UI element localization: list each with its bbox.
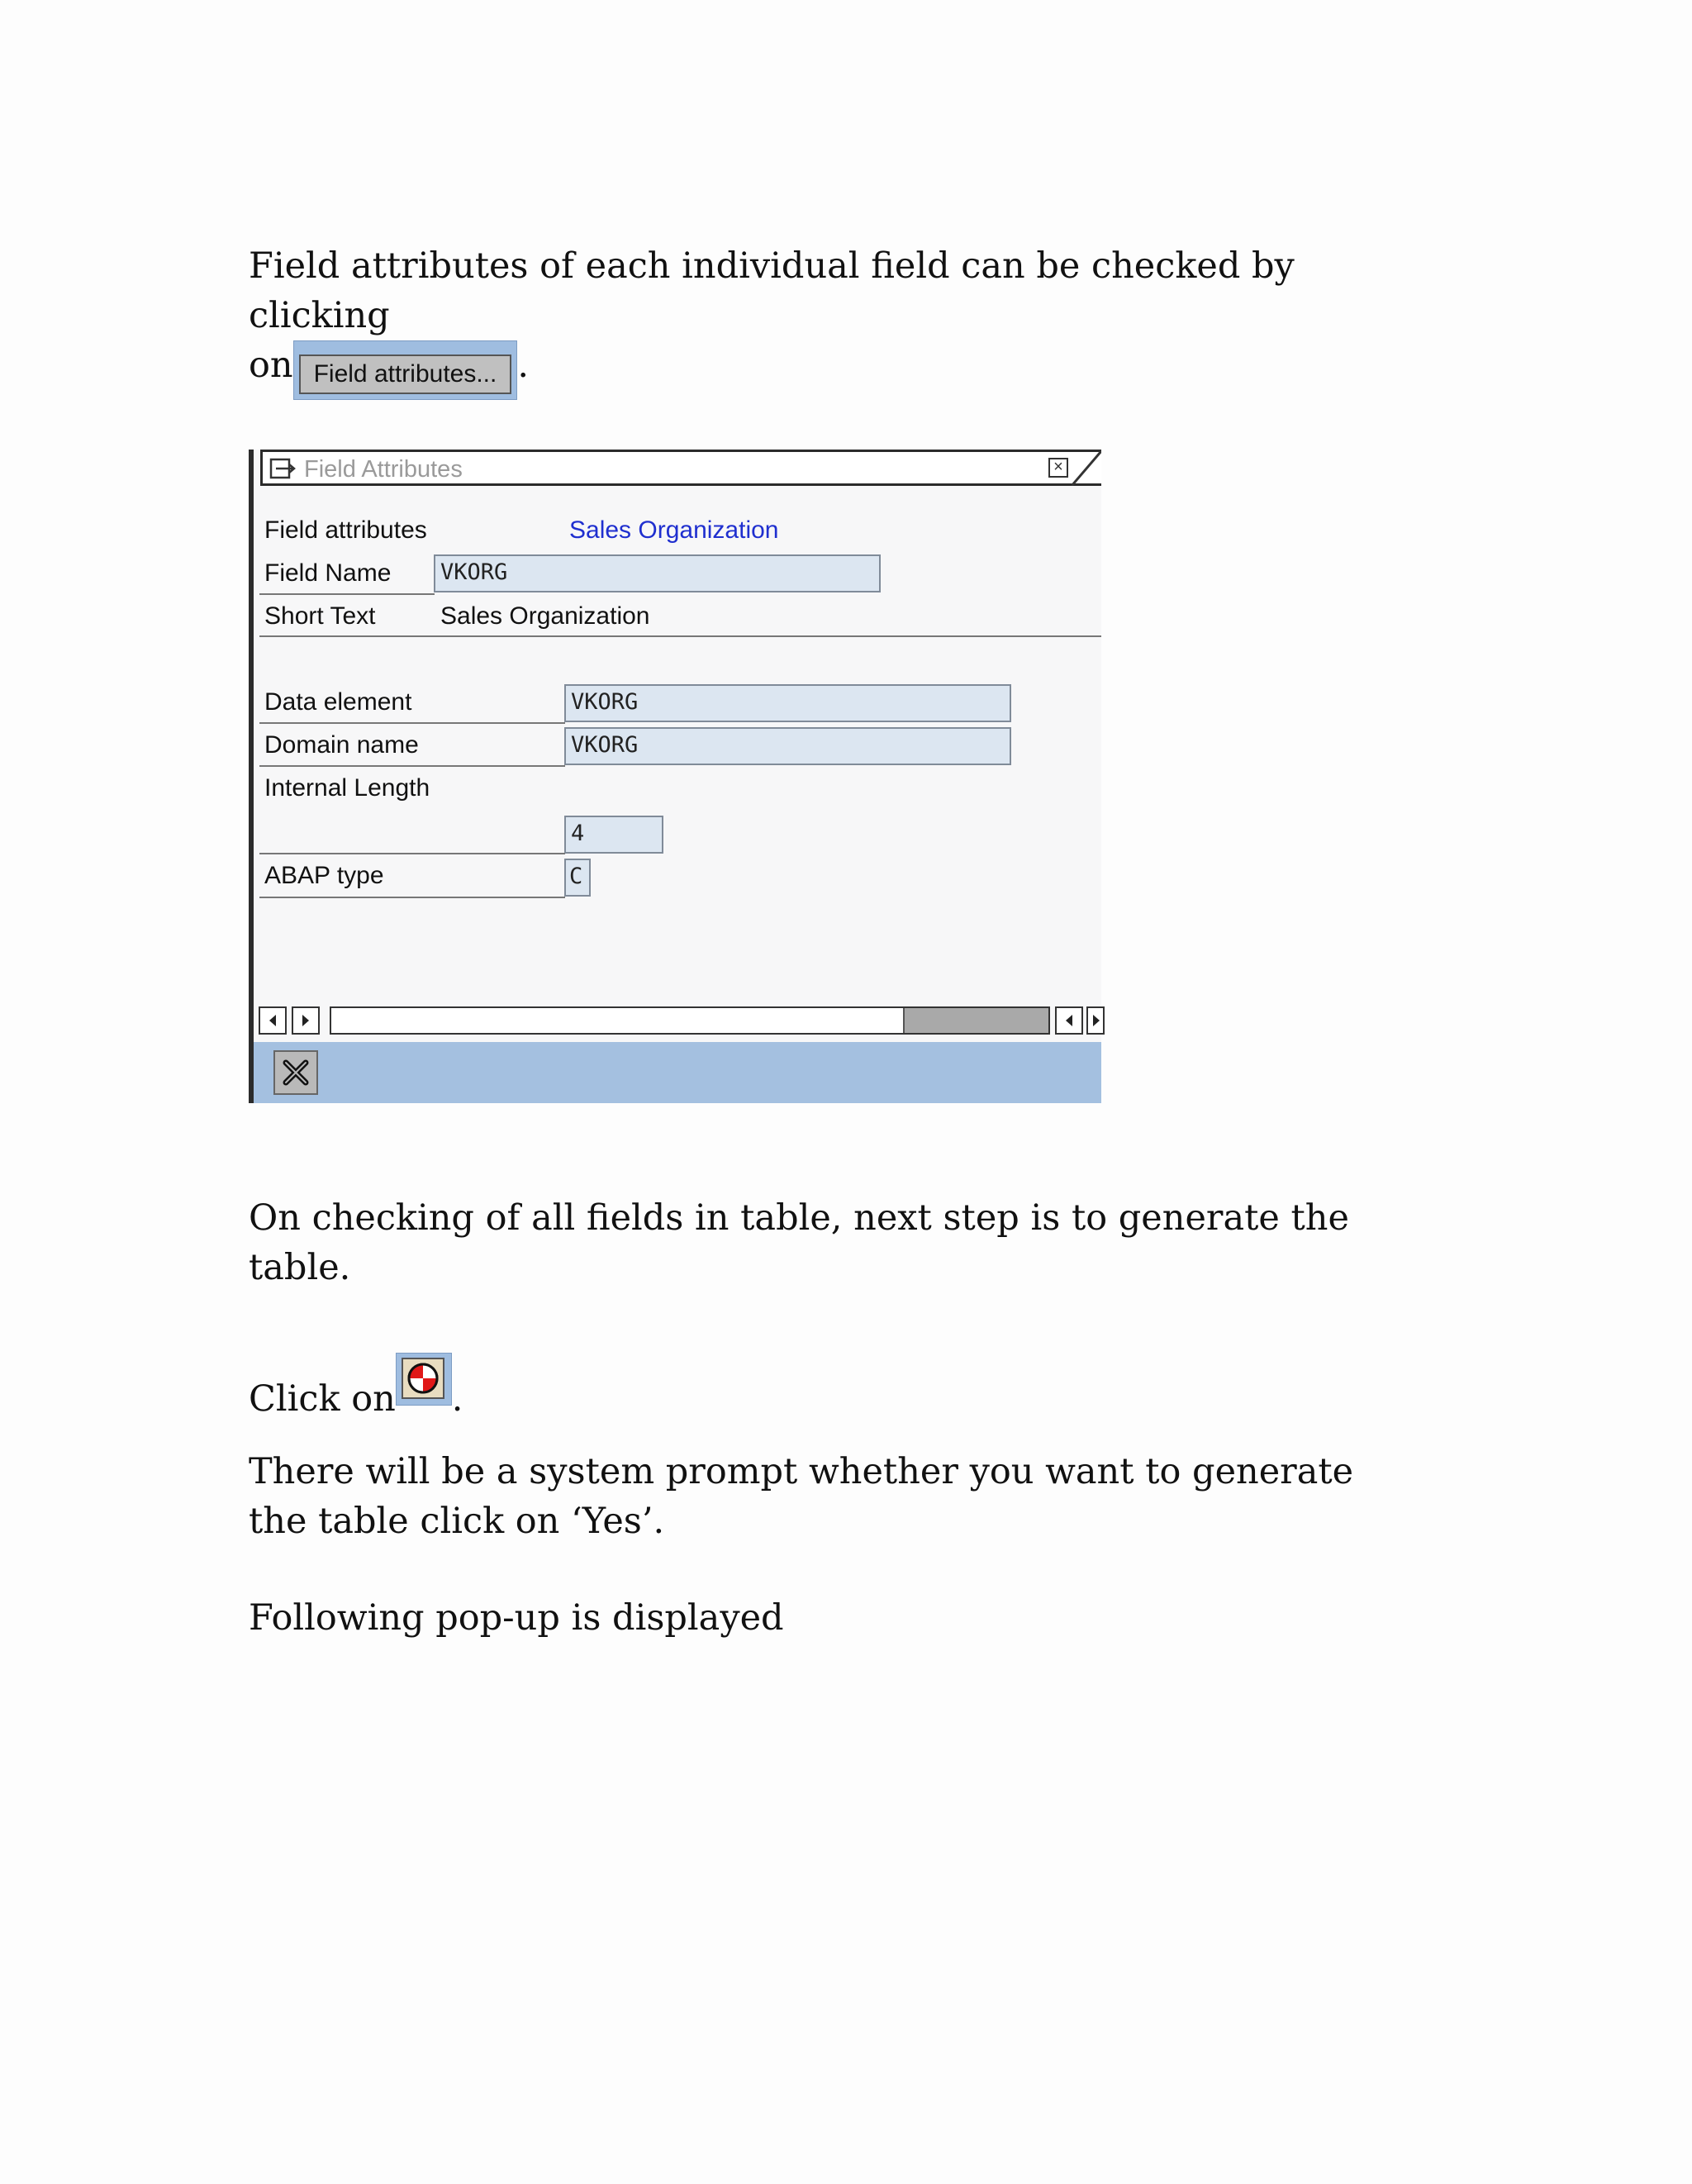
abap-type-underline (259, 897, 565, 898)
prompt-paragraph (249, 1447, 1438, 1546)
internal-length-underline (259, 853, 565, 854)
data-element-underline (259, 722, 565, 724)
field-attributes-button-image (293, 340, 518, 400)
field-attributes-value: Sales Organization (569, 516, 779, 544)
header-divider (259, 635, 1101, 637)
popup-text: Following pop-up is displayed (249, 1597, 784, 1639)
short-text-label: Short Text (264, 602, 376, 630)
short-text-value: Sales Organization (440, 602, 650, 630)
click-suffix: . (451, 1378, 463, 1420)
window-menu-icon[interactable] (269, 457, 297, 480)
dialog-title: Field Attributes (304, 456, 463, 483)
click-paragraph (249, 1353, 1438, 1424)
field-name-label: Field Name (264, 559, 392, 587)
activate-button[interactable] (402, 1358, 444, 1399)
activate-button-image (396, 1353, 452, 1406)
abap-type-input[interactable]: C (564, 859, 591, 897)
data-element-input[interactable]: VKORG (564, 684, 1011, 722)
domain-name-input[interactable]: VKORG (564, 727, 1011, 765)
scroll-left-icon[interactable] (259, 1006, 287, 1035)
titlebar-corner-decoration (1072, 450, 1101, 486)
dialog-titlebar (260, 450, 1101, 486)
intro-suffix: . (517, 345, 530, 386)
intro-line-2: clicking (249, 295, 390, 336)
intro-paragraph (249, 241, 1438, 400)
prompt-line-1: There will be a system prompt whether you want to generate (249, 1451, 1354, 1492)
field-attributes-dialog (249, 450, 1101, 1103)
scroll-right-icon[interactable] (292, 1006, 320, 1035)
cancel-x-icon (275, 1052, 316, 1093)
prompt-line-2: the table click on ‘Yes’. (249, 1501, 665, 1542)
field-attributes-button[interactable]: Field attributes... (299, 354, 512, 394)
internal-length-label: Internal Length (264, 774, 430, 802)
click-prefix: Click on (249, 1378, 396, 1420)
generate-line-2: table. (249, 1247, 351, 1288)
scroll-page-right-icon[interactable] (1086, 1006, 1105, 1035)
generate-paragraph (249, 1193, 1438, 1292)
activate-icon (403, 1359, 443, 1397)
popup-paragraph (249, 1593, 1438, 1643)
scroll-page-left-icon[interactable] (1055, 1006, 1083, 1035)
intro-line-1: Field attributes of each individual field can be checked by (249, 245, 1295, 287)
data-element-label: Data element (264, 688, 412, 716)
scroll-thumb[interactable] (903, 1008, 1048, 1033)
field-attributes-label: Field attributes (264, 516, 427, 544)
close-icon[interactable]: × (1048, 458, 1068, 478)
horizontal-scrollbar[interactable] (257, 1003, 1101, 1038)
intro-prefix: on (249, 345, 293, 386)
generate-line-1: On checking of all fields in table, next step is to generate the (249, 1197, 1349, 1239)
scroll-track[interactable] (330, 1006, 1050, 1035)
abap-type-label: ABAP type (264, 862, 384, 889)
cancel-button[interactable] (273, 1050, 318, 1095)
domain-name-underline (259, 765, 565, 767)
field-name-input[interactable]: VKORG (434, 554, 881, 592)
dialog-footer-toolbar (254, 1042, 1101, 1103)
domain-name-label: Domain name (264, 731, 419, 759)
internal-length-input[interactable]: 4 (564, 816, 663, 854)
field-name-underline (259, 593, 435, 595)
